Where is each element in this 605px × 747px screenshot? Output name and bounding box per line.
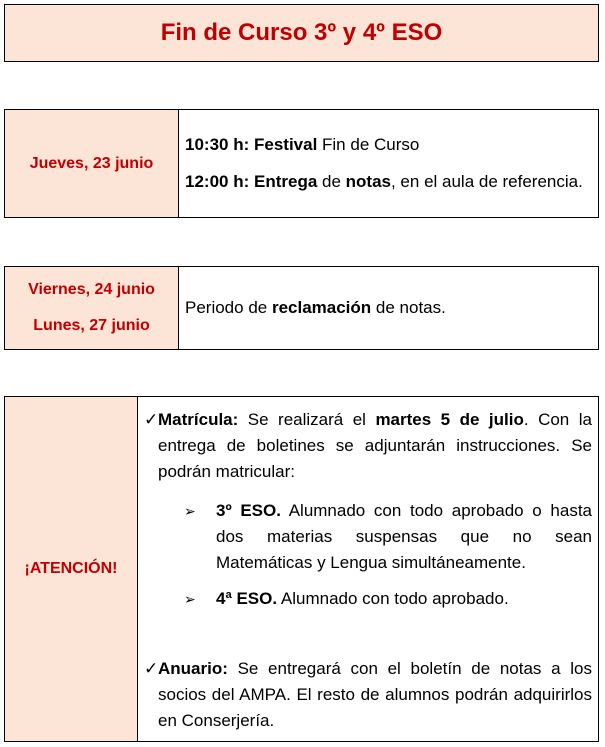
arrow-icon: ➢ bbox=[184, 503, 196, 519]
schedule-table-1 bbox=[4, 109, 599, 218]
festival-rest: Fin de Curso bbox=[317, 135, 420, 154]
date-lunes: Lunes, 27 junio bbox=[33, 317, 150, 334]
page-title: Fin de Curso 3º y 4º ESO bbox=[160, 19, 443, 46]
sub-3eso-desc: Alumnado con todo aprobado o hasta dos materias suspensas que no sean Matemáticas y Lengua simultáneamente. bbox=[216, 501, 592, 572]
attention-content-cell bbox=[138, 397, 599, 742]
date-viernes: Viernes, 24 junio bbox=[28, 281, 155, 298]
date-cell-2 bbox=[5, 267, 179, 350]
content-cell-2 bbox=[179, 267, 599, 350]
check-icon: ✓ bbox=[144, 410, 159, 429]
matricula-item bbox=[144, 407, 592, 485]
entrega-mid: de bbox=[317, 172, 346, 191]
entrega-rest: , en el aula de referencia. bbox=[390, 172, 583, 191]
reclamacion-label: reclamación bbox=[271, 298, 372, 317]
sub-4eso-desc: Alumnado con todo aprobado. bbox=[277, 589, 509, 608]
sub-4eso-label: 4ª ESO. bbox=[216, 589, 278, 608]
date-jueves: Jueves, 23 junio bbox=[29, 154, 154, 172]
anuario-label: Anuario: bbox=[158, 659, 228, 678]
reclamacion-pre: Periodo de bbox=[185, 298, 272, 317]
schedule-table-2 bbox=[4, 266, 599, 350]
sub-3eso-label: 3º ESO. bbox=[216, 501, 281, 520]
entrega-label: Entrega bbox=[253, 172, 318, 191]
attention-label: ¡ATENCIÓN! bbox=[24, 560, 118, 577]
attention-table bbox=[4, 396, 599, 742]
festival-label: Festival bbox=[253, 135, 318, 154]
attention-label-cell bbox=[5, 397, 138, 742]
check-icon: ✓ bbox=[144, 659, 159, 678]
notas-label: notas bbox=[345, 172, 391, 191]
sub-item-3eso bbox=[184, 498, 592, 576]
anuario-desc: Se entregará con el boletín de notas a los socios del AMPA. El resto de alumnos podrán adquirirlos en Conserjería. bbox=[158, 659, 592, 730]
entrega-time: 12:00 h: bbox=[185, 172, 250, 191]
content-cell-1 bbox=[179, 110, 599, 218]
sub-item-4eso bbox=[184, 586, 592, 612]
entrega-line bbox=[185, 169, 592, 195]
matricula-post: . Con la entrega de boletines se adjuntarán instrucciones. Se podrán matricular: bbox=[158, 410, 592, 481]
arrow-icon: ➢ bbox=[184, 591, 196, 607]
matricula-label: Matrícula: bbox=[158, 410, 239, 429]
date-cell-1 bbox=[5, 110, 179, 218]
anuario-item bbox=[144, 656, 592, 734]
section1-content bbox=[179, 132, 598, 195]
section2-content bbox=[179, 295, 598, 321]
sub-4eso-text bbox=[216, 586, 592, 612]
attention-content bbox=[138, 397, 598, 734]
anuario-text bbox=[158, 656, 592, 734]
matricula-text bbox=[158, 407, 592, 485]
matricula-pre: Se realizará el bbox=[238, 410, 376, 429]
matricula-date: martes 5 de julio bbox=[375, 410, 524, 429]
festival-time: 10:30 h: bbox=[185, 135, 250, 154]
title-box bbox=[4, 4, 599, 62]
sub-3eso-text bbox=[216, 498, 592, 576]
festival-line bbox=[185, 132, 592, 158]
reclamacion-post: de notas. bbox=[371, 298, 446, 317]
